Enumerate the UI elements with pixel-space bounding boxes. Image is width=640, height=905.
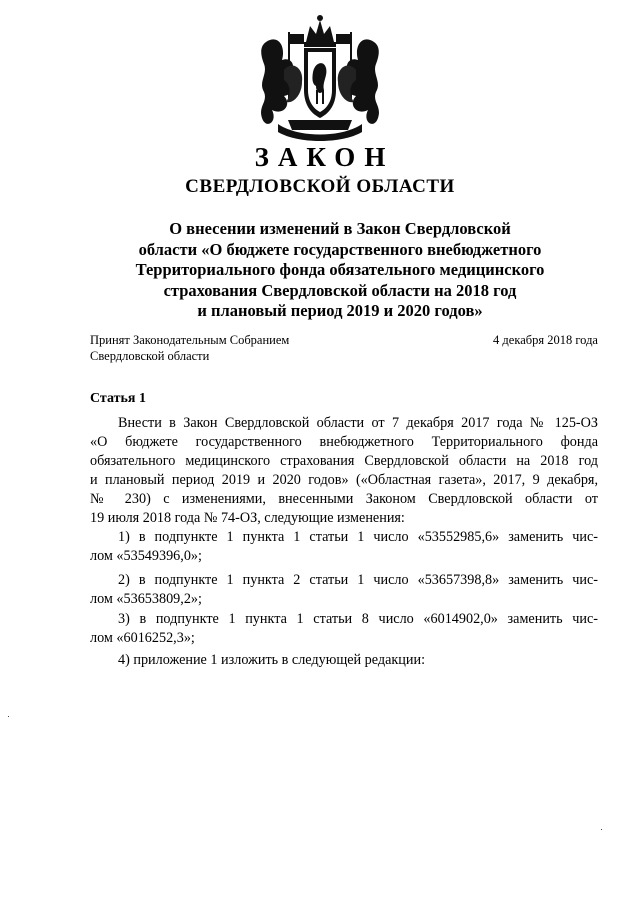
amendment-item-4: [90, 651, 598, 670]
scan-speck: [601, 829, 602, 830]
paragraph-line: и плановый период 2019 и 2020 годов» («Областная газета», 2017, 9 декабря,: [90, 472, 598, 488]
paragraph-line: 3) в подпункте 1 пункта 1 статьи 8 число «6014902,0» заменить чис-: [118, 611, 598, 627]
paragraph-line: Внести в Закон Свердловской области от 7 декабря 2017 года № 125-ОЗ: [118, 415, 598, 431]
law-name-line: О внесении изменений в Закон Свердловской: [169, 219, 511, 238]
paragraph-line: «О бюджете государственного внебюджетного Территориального фонда: [90, 434, 598, 450]
law-name-line: и плановый период 2019 и 2020 годов»: [197, 301, 483, 320]
paragraph-line: 1) в подпункте 1 пункта 1 статьи 1 число «53552985,6» заменить чис-: [118, 529, 598, 545]
paragraph-line: 4) приложение 1 изложить в следующей редакции:: [118, 652, 426, 668]
paragraph-line: обязательного медицинского страхования Свердловской области на 2018 год: [90, 453, 598, 469]
paragraph-line: № 230) с изменениями, внесенными Законом Свердловской области от: [90, 491, 598, 507]
law-name-line: Территориального фонда обязательного медицинского: [135, 260, 545, 279]
paragraph-line: лом «53653809,2»;: [90, 591, 202, 607]
article-intro-paragraph: [90, 414, 598, 528]
paragraph-line: 19 июля 2018 года № 74-ОЗ, следующие изменения:: [90, 510, 405, 526]
coat-of-arms-icon: [258, 12, 382, 144]
region-title: СВЕРДЛОВСКОЙ ОБЛАСТИ: [185, 176, 455, 197]
amendment-item-1: [90, 528, 598, 566]
law-name-line: страхования Свердловской области на 2018 год: [163, 280, 517, 300]
law-title: ЗАКОН: [254, 142, 395, 172]
paragraph-line: 2) в подпункте 1 пункта 2 статьи 1 число «53657398,8» заменить чис-: [118, 572, 598, 588]
adoption-line: Свердловской области: [90, 349, 210, 363]
article-heading: Статья 1: [90, 391, 146, 406]
amendment-item-2: [90, 571, 598, 609]
law-name-line: области «О бюджете государственного внебюджетного: [138, 239, 542, 259]
scan-speck: [8, 716, 9, 717]
amendment-item-3: [90, 610, 598, 648]
paragraph-line: лом «53549396,0»;: [90, 548, 202, 564]
adoption-statement: [90, 332, 289, 364]
law-name: [90, 219, 590, 322]
adoption-line: Принят Законодательным Собранием: [90, 333, 290, 347]
paragraph-line: лом «6016252,3»;: [90, 630, 195, 646]
adoption-date: 4 декабря 2018 года: [493, 333, 598, 347]
